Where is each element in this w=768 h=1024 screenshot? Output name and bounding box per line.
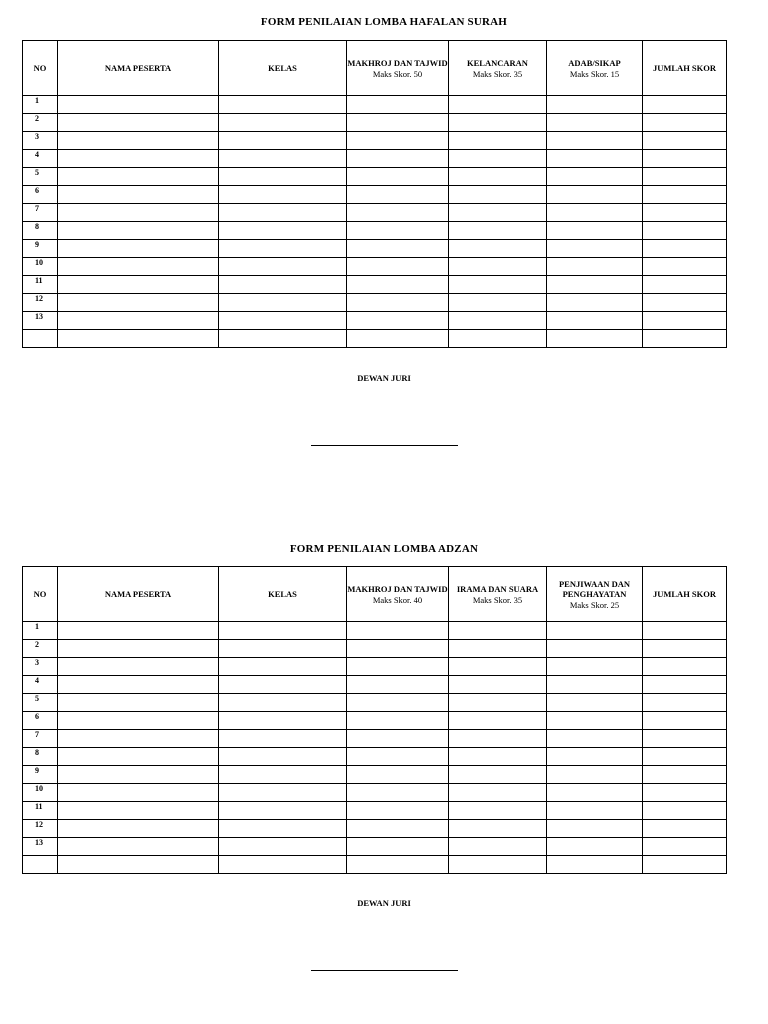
score-cell <box>643 330 727 348</box>
score-cell <box>547 730 643 748</box>
score-cell <box>219 658 347 676</box>
score-cell <box>643 820 727 838</box>
signature-line <box>311 445 458 446</box>
column-header-label: JUMLAH SKOR <box>652 63 717 73</box>
score-cell <box>347 640 449 658</box>
score-cell <box>449 186 547 204</box>
score-cell <box>347 258 449 276</box>
score-cell <box>449 856 547 874</box>
table-row <box>23 730 727 748</box>
score-cell <box>643 276 727 294</box>
table-row <box>23 694 727 712</box>
row-number: 6 <box>23 186 58 204</box>
score-cell <box>347 276 449 294</box>
form-title: FORM PENILAIAN LOMBA HAFALAN SURAH <box>260 16 508 28</box>
score-cell <box>643 730 727 748</box>
row-number: 11 <box>23 802 58 820</box>
score-cell <box>347 730 449 748</box>
max-score-label: Maks Skor. 40 <box>372 594 423 605</box>
row-number: 10 <box>23 258 58 276</box>
score-cell <box>449 694 547 712</box>
score-cell <box>58 856 219 874</box>
column-header <box>449 41 547 96</box>
column-header-label: KELANCARAN <box>467 57 528 68</box>
score-cell <box>347 784 449 802</box>
table-row <box>23 622 727 640</box>
score-cell <box>58 96 219 114</box>
score-cell <box>58 222 219 240</box>
score-cell <box>58 258 219 276</box>
score-cell <box>219 330 347 348</box>
score-cell <box>547 132 643 150</box>
score-cell <box>643 150 727 168</box>
table-row <box>23 312 727 330</box>
score-cell <box>643 676 727 694</box>
max-score-label: Maks Skor. 15 <box>569 68 620 79</box>
row-number: 7 <box>23 730 58 748</box>
table-row <box>23 168 727 186</box>
score-cell <box>449 676 547 694</box>
score-cell <box>449 730 547 748</box>
table-row <box>23 640 727 658</box>
row-number: 5 <box>23 168 58 186</box>
score-cell <box>449 258 547 276</box>
score-cell <box>58 676 219 694</box>
score-cell <box>58 766 219 784</box>
score-cell <box>547 676 643 694</box>
table-row <box>23 150 727 168</box>
score-cell <box>449 820 547 838</box>
score-cell <box>643 694 727 712</box>
table-row <box>23 96 727 114</box>
score-cell <box>547 784 643 802</box>
table-row <box>23 856 727 874</box>
score-cell <box>449 838 547 856</box>
score-cell <box>219 838 347 856</box>
score-cell <box>449 330 547 348</box>
score-cell <box>643 258 727 276</box>
score-cell <box>58 658 219 676</box>
score-cell <box>547 294 643 312</box>
header-row <box>23 567 727 622</box>
score-cell <box>449 96 547 114</box>
row-number: 8 <box>23 748 58 766</box>
row-number: 7 <box>23 204 58 222</box>
column-header-label: MAKHROJ DAN TAJWID <box>347 57 448 68</box>
form-title: FORM PENILAIAN LOMBA ADZAN <box>289 543 479 555</box>
score-cell <box>347 240 449 258</box>
score-cell <box>219 856 347 874</box>
score-cell <box>347 802 449 820</box>
table-row <box>23 186 727 204</box>
score-cell <box>58 784 219 802</box>
score-cell <box>449 802 547 820</box>
score-cell <box>219 150 347 168</box>
score-cell <box>219 712 347 730</box>
score-cell <box>547 330 643 348</box>
score-cell <box>547 150 643 168</box>
score-cell <box>643 204 727 222</box>
score-cell <box>219 114 347 132</box>
score-cell <box>219 640 347 658</box>
score-cell <box>58 186 219 204</box>
score-cell <box>347 712 449 730</box>
score-cell <box>58 312 219 330</box>
row-number: 13 <box>23 838 58 856</box>
column-header <box>58 567 219 622</box>
row-number <box>23 856 58 874</box>
jury-label: DEWAN JURI <box>357 373 411 383</box>
table-row <box>23 132 727 150</box>
score-cell <box>219 676 347 694</box>
score-cell <box>547 838 643 856</box>
score-cell <box>58 276 219 294</box>
score-cell <box>547 658 643 676</box>
table-row <box>23 766 727 784</box>
score-cell <box>547 240 643 258</box>
score-cell <box>547 168 643 186</box>
score-cell <box>347 312 449 330</box>
score-cell <box>643 132 727 150</box>
score-cell <box>347 694 449 712</box>
score-cell <box>347 186 449 204</box>
column-header <box>219 567 347 622</box>
score-cell <box>547 748 643 766</box>
score-table <box>22 40 727 348</box>
score-cell <box>219 820 347 838</box>
score-cell <box>347 150 449 168</box>
score-cell <box>643 186 727 204</box>
row-number: 4 <box>23 150 58 168</box>
row-number: 12 <box>23 820 58 838</box>
score-cell <box>643 294 727 312</box>
score-cell <box>347 294 449 312</box>
score-cell <box>643 640 727 658</box>
score-cell <box>547 204 643 222</box>
score-cell <box>643 802 727 820</box>
max-score-label: Maks Skor. 25 <box>569 599 620 610</box>
score-cell <box>449 658 547 676</box>
row-number: 4 <box>23 676 58 694</box>
score-cell <box>449 204 547 222</box>
row-number <box>23 330 58 348</box>
table-row <box>23 222 727 240</box>
column-header-label: MAKHROJ DAN TAJWID <box>347 583 448 594</box>
score-cell <box>58 730 219 748</box>
row-number: 11 <box>23 276 58 294</box>
score-cell <box>449 294 547 312</box>
score-cell <box>219 240 347 258</box>
score-cell <box>347 168 449 186</box>
table-row <box>23 276 727 294</box>
column-header-label: NO <box>33 63 47 73</box>
max-score-label: Maks Skor. 35 <box>472 594 523 605</box>
score-cell <box>58 330 219 348</box>
score-cell <box>643 96 727 114</box>
score-cell <box>58 294 219 312</box>
score-cell <box>547 312 643 330</box>
score-cell <box>547 802 643 820</box>
score-cell <box>643 168 727 186</box>
signature-line <box>311 970 458 971</box>
row-number: 2 <box>23 640 58 658</box>
score-cell <box>219 622 347 640</box>
column-header <box>219 41 347 96</box>
row-number: 12 <box>23 294 58 312</box>
column-header <box>347 41 449 96</box>
score-cell <box>219 276 347 294</box>
row-number: 10 <box>23 784 58 802</box>
row-number: 3 <box>23 132 58 150</box>
table-body <box>23 96 727 348</box>
score-cell <box>643 240 727 258</box>
score-cell <box>58 748 219 766</box>
column-header-label: NAMA PESERTA <box>104 63 172 73</box>
row-number: 9 <box>23 766 58 784</box>
score-cell <box>347 838 449 856</box>
table-row <box>23 838 727 856</box>
score-cell <box>643 748 727 766</box>
score-cell <box>643 712 727 730</box>
column-header-label: NO <box>33 589 47 599</box>
table-row <box>23 676 727 694</box>
row-number: 1 <box>23 622 58 640</box>
score-cell <box>58 114 219 132</box>
row-number: 3 <box>23 658 58 676</box>
score-cell <box>58 820 219 838</box>
score-cell <box>219 132 347 150</box>
score-cell <box>547 186 643 204</box>
max-score-label: Maks Skor. 50 <box>372 68 423 79</box>
score-cell <box>449 240 547 258</box>
score-cell <box>58 640 219 658</box>
table-row <box>23 748 727 766</box>
score-cell <box>449 766 547 784</box>
column-header <box>643 567 727 622</box>
max-score-label: Maks Skor. 35 <box>472 68 523 79</box>
score-cell <box>219 730 347 748</box>
column-header-label: PENJIWAAN DAN PENGHAYATAN <box>558 578 631 599</box>
score-cell <box>643 114 727 132</box>
score-cell <box>547 694 643 712</box>
column-header-label: KELAS <box>268 63 297 73</box>
score-cell <box>547 222 643 240</box>
column-header <box>23 567 58 622</box>
score-cell <box>643 838 727 856</box>
score-cell <box>219 186 347 204</box>
score-cell <box>58 694 219 712</box>
column-header-label: KELAS <box>268 589 297 599</box>
score-cell <box>58 204 219 222</box>
score-cell <box>347 204 449 222</box>
score-cell <box>449 114 547 132</box>
score-cell <box>643 658 727 676</box>
column-header-label: NAMA PESERTA <box>104 589 172 599</box>
table-row <box>23 784 727 802</box>
row-number: 8 <box>23 222 58 240</box>
score-cell <box>347 676 449 694</box>
score-cell <box>347 96 449 114</box>
score-cell <box>547 856 643 874</box>
score-cell <box>547 114 643 132</box>
score-cell <box>219 748 347 766</box>
row-number: 6 <box>23 712 58 730</box>
column-header <box>643 41 727 96</box>
table-body <box>23 622 727 874</box>
score-cell <box>58 838 219 856</box>
score-cell <box>547 276 643 294</box>
jury-label: DEWAN JURI <box>357 898 411 908</box>
score-cell <box>219 694 347 712</box>
score-cell <box>547 258 643 276</box>
column-header <box>547 567 643 622</box>
table-row <box>23 114 727 132</box>
score-cell <box>347 856 449 874</box>
column-header-label: IRAMA DAN SUARA <box>456 583 539 594</box>
column-header <box>347 567 449 622</box>
score-cell <box>643 222 727 240</box>
score-cell <box>449 276 547 294</box>
score-cell <box>449 132 547 150</box>
score-cell <box>547 96 643 114</box>
score-cell <box>449 222 547 240</box>
column-header <box>547 41 643 96</box>
score-cell <box>347 132 449 150</box>
column-header-label: JUMLAH SKOR <box>652 589 717 599</box>
score-cell <box>643 312 727 330</box>
score-cell <box>449 712 547 730</box>
score-cell <box>643 784 727 802</box>
score-table <box>22 566 727 874</box>
score-cell <box>58 168 219 186</box>
score-cell <box>219 766 347 784</box>
score-cell <box>58 622 219 640</box>
score-cell <box>58 802 219 820</box>
score-cell <box>449 784 547 802</box>
score-cell <box>449 748 547 766</box>
score-cell <box>219 802 347 820</box>
score-cell <box>449 150 547 168</box>
column-header <box>23 41 58 96</box>
score-cell <box>449 622 547 640</box>
row-number: 1 <box>23 96 58 114</box>
score-cell <box>449 640 547 658</box>
row-number: 5 <box>23 694 58 712</box>
score-cell <box>219 168 347 186</box>
score-cell <box>547 820 643 838</box>
score-cell <box>219 96 347 114</box>
table-row <box>23 240 727 258</box>
score-cell <box>58 150 219 168</box>
score-cell <box>347 114 449 132</box>
score-cell <box>219 784 347 802</box>
score-cell <box>643 622 727 640</box>
score-cell <box>547 766 643 784</box>
column-header <box>449 567 547 622</box>
score-cell <box>643 856 727 874</box>
score-cell <box>547 640 643 658</box>
table-row <box>23 204 727 222</box>
score-cell <box>347 658 449 676</box>
score-cell <box>547 712 643 730</box>
score-cell <box>219 204 347 222</box>
row-number: 9 <box>23 240 58 258</box>
score-cell <box>58 240 219 258</box>
row-number: 2 <box>23 114 58 132</box>
score-cell <box>347 820 449 838</box>
score-cell <box>219 222 347 240</box>
table-row <box>23 820 727 838</box>
row-number: 13 <box>23 312 58 330</box>
score-cell <box>219 312 347 330</box>
table-row <box>23 658 727 676</box>
score-cell <box>643 766 727 784</box>
score-cell <box>347 330 449 348</box>
score-cell <box>347 748 449 766</box>
score-cell <box>58 712 219 730</box>
score-cell <box>58 132 219 150</box>
score-cell <box>347 222 449 240</box>
score-cell <box>547 622 643 640</box>
table-row <box>23 258 727 276</box>
column-header <box>58 41 219 96</box>
score-cell <box>449 168 547 186</box>
table-row <box>23 294 727 312</box>
table-row <box>23 712 727 730</box>
column-header-label: ADAB/SIKAP <box>568 57 621 68</box>
score-cell <box>449 312 547 330</box>
score-cell <box>219 294 347 312</box>
score-cell <box>347 766 449 784</box>
score-cell <box>347 622 449 640</box>
score-cell <box>219 258 347 276</box>
header-row <box>23 41 727 96</box>
table-row <box>23 330 727 348</box>
table-row <box>23 802 727 820</box>
